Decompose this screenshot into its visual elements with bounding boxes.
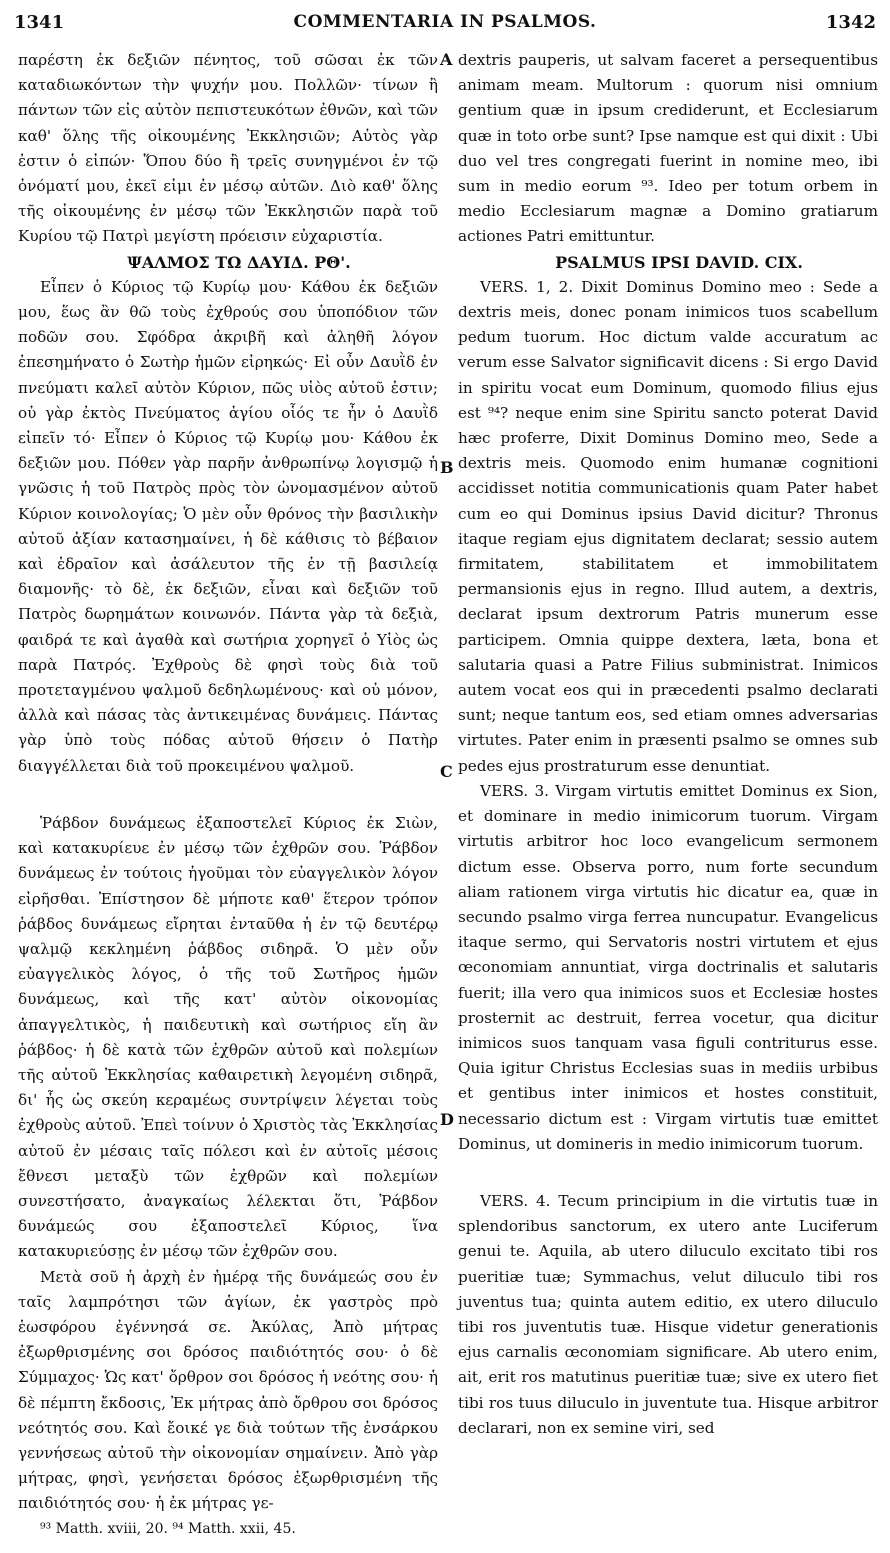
left-page-number: 1341	[14, 12, 65, 33]
margin-marker-b: B	[440, 458, 454, 477]
latin-paragraph-1: dextris pauperis, ut salvam faceret a persequentibus animam meam. Multorum : quorum nisi omnium gentium quæ in ipsum crediderunt, et Ecclesiarum quæ in toto orbe sunt? Ipse namque est qui dixit : Ubi duo vel tres congregati fuerint in nomine meo, ibi sum in medio eorum ⁹³. Ideo per totum orbem in medio Ecclesiarum magnæ a Domino gratiarum actiones Patri emittuntur.	[458, 51, 878, 246]
margin-marker-c: C	[440, 762, 453, 781]
greek-psalm-title: ΨΑΛΜΟΣ ΤΩ ΔΑΥΙΔ. ΡΘ'.	[127, 252, 351, 272]
greek-paragraph-2: Εἶπεν ὁ Κύριος τῷ Κυρίῳ μου· Κάθου ἐκ δεξιῶν μου, ἕως ἂν θῶ τοὺς ἐχθρούς σου ὑποπόδιον τῶν ποδῶν σου. Σφόδρα ἀκριβῆ καὶ ἀληθῆ λόγον ἐπεσημήνατο ὁ Σωτὴρ ἡμῶν εἰρηκώς· Εἰ οὖν Δαυῒδ ἐν πνεύματι καλεῖ αὐτὸν Κύριον, πῶς υἱὸς αὐτοῦ ἐστιν; οὐ γὰρ ἐκτὸς Πνεύματος ἁγίου οἷός τε ἦν ὁ Δαυῒδ εἰπεῖν τό· Εἶπεν ὁ Κύριος τῷ Κυρίῳ μου· Κάθου ἐκ δεξιῶν μου. Πόθεν γὰρ παρῆν ἀνθρωπίνῳ λογισμῷ ἡ γνῶσις ἡ τοῦ Πατρὸς πρὸς τὸν ὠνομασμένον αὐτοῦ Κύριον κοινολογίας; Ὁ μὲν οὖν θρόνος τὴν βασιλικὴν αὐτοῦ ἀξίαν κατασημαίνει, ἡ δὲ κάθισις τὸ βέβαιον καὶ ἑδραῖον καὶ ἀσάλευτον τῆς ἐν τῇ βασιλείᾳ διαμονῆς· τὸ δὲ, ἐκ δεξιῶν, εἶναι καὶ δεξιῶν τοῦ Πατρὸς δωρημάτων κοινωνόν. Πάντα γὰρ τὰ δεξιὰ, φαιδρά τε καὶ ἀγαθὰ καὶ σωτήρια χορηγεῖ ὁ Υἱὸς ὡς παρὰ Πατρός. Ἐχθροὺς δὲ φησὶ τοὺς διὰ τοῦ προτεταγμένου ψαλμοῦ δεδηλωμένους· καὶ οὐ μόνον, ἀλλὰ καὶ πάσας τὰς ἀντικειμένας δυνάμεις. Πάντας γὰρ ὑπὸ τοὺς πόδας αὐτοῦ θήσειν ὁ Πατὴρ διαγγέλλεται διὰ τοῦ προκειμένου ψαλμοῦ.	[18, 277, 438, 775]
latin-column	[458, 48, 878, 1441]
running-title: COMMENTARIA IN PSALMOS.	[293, 12, 597, 32]
greek-column	[18, 48, 438, 1542]
page-header	[0, 12, 890, 42]
latin-paragraph-2: VERS. 1, 2. Dixit Dominus Domino meo : Sede a dextris meis, donec ponam inimicos tuos scabellum pedum tuorum. Hoc dictum valde accuratum ac verum esse Salvator significavit dicens : Si ergo David in spiritu vocat eum Dominum, quomodo filius ejus est ⁹⁴? neque enim sine Spiritu sancto poterat David hæc proferre, Dixit Dominus Domino meo, Sede a dextris meis. Quomodo enim humanæ cognitioni accidisset notitia communicationis quam Pater habet cum eo qui Dominus ipsius David dicitur? Thronus itaque regiam ejus dignitatem declarat; sessio autem firmitatem, stabilitatem et immobilitatem permansionis ejus in regno. Illud autem, a dextris, declarat ipsum dextrorum Patris munerum esse participem. Omnia quippe dextera, læta, bona et salutaria quasi a Patre Filius subministrat. Inimicos autem vocat eos qui in præcedenti psalmo declarati sunt; neque tantum eos, sed etiam omnes adversarias virtutes. Pater enim in præsenti psalmo se omnes sub pedes ejus prostraturum esse denuntiat.	[458, 277, 878, 775]
greek-paragraph-4: Μετὰ σοῦ ἡ ἀρχὴ ἐν ἡμέρᾳ τῆς δυνάμεώς σου ἐν ταῖς λαμπρότησι τῶν ἁγίων, ἐκ γαστρὸς πρὸ ἑωσφόρου ἐγέννησά σε. Ἀκύλας, Ἀπὸ μήτρας ἐξωρθρισμένης σοι δρόσος παιδιότητός σου· ὁ δὲ Σύμμαχος· Ὡς κατ' ὄρθρον σοι δρόσος ἡ νεότης σου· ἡ δὲ πέμπτη ἔκδοσις, Ἐκ μήτρας ἀπὸ ὄρθρου σοι δρόσος νεότητός σου. Καὶ ἔοικέ γε διὰ τούτων τῆς ἐνσάρκου γεννήσεως αὐτοῦ τὴν οἰκονομίαν σημαίνειν. Ἀπὸ γὰρ μήτρας, φησὶ, γενήσεται δρόσος ἐξωρθρισμένη τῆς παιδιότητός σου· ἡ ἐκ μήτρας γε-	[18, 1267, 438, 1513]
right-page-number: 1342	[825, 12, 876, 33]
margin-marker-a: A	[440, 50, 453, 69]
latin-paragraph-3: VERS. 3. Virgam virtutis emittet Dominus ex Sion, et dominare in medio inimicorum tuorum. Virgam virtutis arbitror hoc loco evangelicum sermonem dictum esse. Observa porro, num forte secundum aliam rationem virga virtutis hic dicatur ea, quæ in secundo psalmo virga ferrea nuncupatur. Evangelicus itaque sermo, qui Servatoris nostri virtutem et ejus œconomiam annuntiat, virga doctrinalis et salutaris fuerit; illa vero qua inimicos suos et Ecclesiæ hostes prosternit ac destruit, ferrea vocetur, qua dicitur inimicos suos tanquam vasa figuli contriturus esse. Quia igitur Christus Ecclesias suas in mediis urbibus et gentibus inter inimicos et hostes constituit, necessario dictum est : Virgam virtutis tuæ emittet Dominus, ut domineris in medio inimicorum tuorum.	[458, 781, 878, 1153]
greek-paragraph-3: Ῥάβδον δυνάμεως ἐξαποστελεῖ Κύριος ἐκ Σιὼν, καὶ κατακυρίευε ἐν μέσῳ τῶν ἐχθρῶν σου. Ῥάβδον δυνάμεως ἐν τούτοις ἡγοῦμαι τὸν εὐαγγελικὸν λόγον εἰρῆσθαι. Ἐπίστησον δὲ μήποτε καθ' ἕτερον τρόπον ῥάβδος δυνάμεως εἴρηται ἐνταῦθα ἡ ἐν τῷ δευτέρῳ ψαλμῷ κεκλημένη ῥάβδος σιδηρᾶ. Ὁ μὲν οὖν εὐαγγελικὸς λόγος, ὁ τῆς τοῦ Σωτῆρος ἡμῶν δυνάμεως, καὶ τῆς κατ' αὐτὸν οἰκονομίας ἀπαγγελτικὸς, ἡ παιδευτικὴ καὶ σωτήριος εἴη ἂν ῥάβδος· ἡ δὲ κατὰ τῶν ἐχθρῶν αὐτοῦ καὶ πολεμίων τῆς αὐτοῦ Ἐκκλησίας καθαιρετικὴ λεγομένη σιδηρᾶ, δι' ἧς ὡς σκεύη κεραμέως συντρίψειν λέγεται τοὺς ἐχθροὺς αὐτοῦ. Ἐπεὶ τοίνυν ὁ Χριστὸς τὰς Ἐκκλησίας αὐτοῦ ἐν μέσαις ταῖς πόλεσι καὶ ἐν αὐτοῖς μέσοις ἔθνεσι μεταξὺ τῶν ἐχθρῶν καὶ πολεμίων συνεστήσατο, ἀναγκαίως λέλεκται ὅτι, Ῥάβδον δυνάμεώς σου ἐξαποστελεῖ Κύριος, ἵνα κατακυριεύσῃς ἐν μέσῳ τῶν ἐχθρῶν σου.	[18, 813, 438, 1261]
greek-paragraph-1: παρέστη ἐκ δεξιῶν πένητος, τοῦ σῶσαι ἐκ τῶν καταδιωκόντων τὴν ψυχήν μου. Πολλῶν· τίνων ἢ πάντων τῶν εἰς αὐτὸν πεπιστευκότων ἐθνῶν, καὶ τῶν καθ' ὅλης τῆς οἰκουμένης Ἐκκλησιῶν; Αὐτὸς γὰρ ἐστιν ὁ εἰπών· Ὅπου δύο ἢ τρεῖς συνηγμένοι ἐν τῷ ὀνόματί μου, ἐκεῖ εἰμι ἐν μέσῳ αὐτῶν. Διὸ καθ' ὅλης τῆς οἰκουμένης ἐν μέσῳ τῶν Ἐκκλησιῶν παρὰ τοῦ Κυρίου τῷ Πατρὶ μεγίστη πρόεισιν εὐχαριστία.	[18, 51, 438, 246]
latin-paragraph-4: VERS. 4. Tecum principium in die virtutis tuæ in splendoribus sanctorum, ex utero ante Luciferum genui te. Aquila, ab utero diluculo excitato tibi ros pueritiæ tuæ; Symmachus, velut diluculo tibi ros juventus tua; quinta autem editio, ex utero diluculo tibi ros juventutis tuæ. Hisque videtur generationis ejus carnalis œconomiam significare. Ab utero enim, ait, erit ros matutinus pueritiæ tuæ; sive ex utero fiet tibi ros tuus diluculo in juventute tua. Hisque arbitror declarari, non ex semine viri, sed	[458, 1191, 878, 1437]
footnotes: ⁹³ Matth. xviii, 20. ⁹⁴ Matth. xxii, 45.	[40, 1520, 296, 1537]
margin-marker-d: D	[440, 1110, 454, 1129]
latin-psalm-title: PSALMUS IPSI DAVID. CIX.	[555, 252, 803, 272]
